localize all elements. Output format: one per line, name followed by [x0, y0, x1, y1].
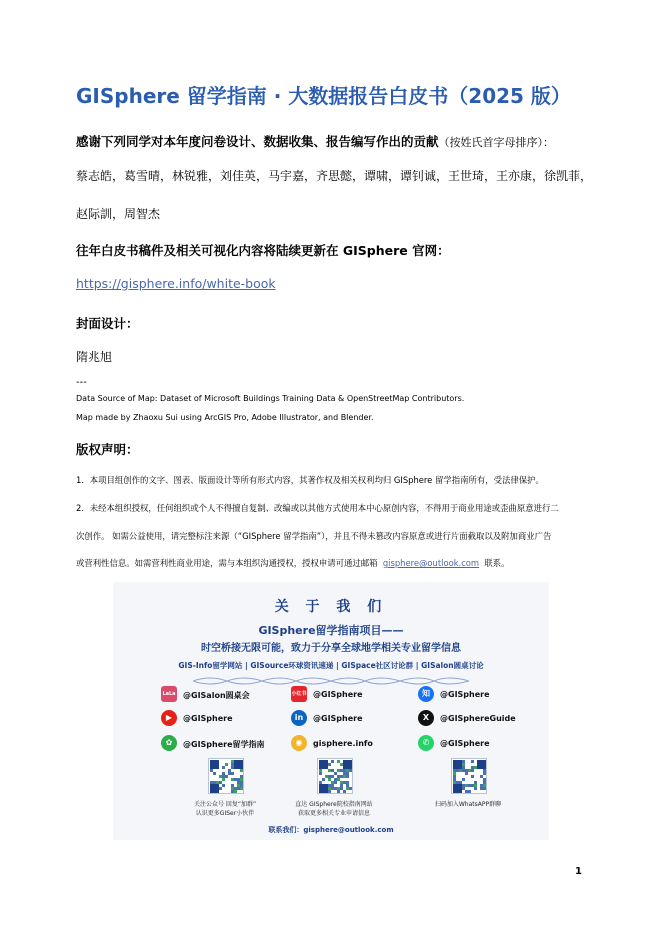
white-book-link[interactable]: https://gisphere.info/white-book [76, 276, 276, 291]
social-account-label[interactable]: gisphere.info [313, 739, 373, 748]
map-data-source: Data Source of Map: Dataset of Microsoft Buildings Training Data & OpenStreetMap Contributors. [76, 394, 465, 403]
social-account-label[interactable]: @GISalon圆桌会 [183, 691, 250, 700]
contributor-names-line-2: 赵际訓，周智杰 [76, 207, 161, 221]
project-channels: GIS-Info留学网站 | GISource环球资讯速递 | GISpace社区讨论群 | GISalon圆桌讨论 [178, 661, 484, 670]
contact-line: 联系我们：gisphere@outlook.com [268, 826, 394, 834]
qr-caption-wechat-line2: 认识更多GISer小伙伴 [195, 810, 255, 817]
qr-caption-wechat-line1: 关注公众号 回复“加群” [193, 801, 257, 808]
project-subtitle: GISphere留学指南项目—— [258, 624, 404, 637]
wechat-qr-code [208, 758, 244, 794]
copyright-heading: 版权声明： [76, 442, 139, 457]
separator-dashes: --- [76, 377, 87, 388]
qr-caption-website-line1: 直达 GISphere院校指南网站 [295, 801, 373, 808]
whatsapp-qr-code [451, 758, 487, 794]
social-account-label[interactable]: @GISphere [313, 714, 363, 723]
copyright-paragraph-1: 1．本项目组创作的文字、图表、版面设计等所有形式内容，其著作权及相关权利均归 GISphere 留学指南所有，受法律保护。 [76, 475, 544, 485]
contributor-names-line-1: 蔡志皓，葛雪晴，林锐雅，刘佳英，马宇嘉，齐思懿，谭啸，谭钊诚，王世琦，王亦康，徐凯菲， [76, 169, 593, 183]
copyright-paragraph-2-line-2: 次创作。 如需公益使用，请完整标注来源（“GISphere 留学指南”），并且不得未篡改内容原意或进行片面截取以及附加商业广告 [76, 531, 552, 541]
qr-caption-wechat [175, 799, 275, 817]
about-us-title: 关 于 我 们 [274, 599, 388, 615]
about-us-banner [113, 582, 549, 840]
red-note-icon: LaLa [161, 686, 177, 702]
social-account-label[interactable]: @GISphere [440, 739, 490, 748]
cover-designer-name: 隋兆旭 [76, 350, 113, 364]
cover-design-heading: 封面设计： [76, 316, 139, 331]
whatsapp-icon: ✆ [418, 735, 434, 751]
project-tagline: 时空桥接无限可能，致力于分享全球地学相关专业留学信息 [201, 643, 461, 654]
copyright-paragraph-2-line-3 [76, 557, 510, 569]
website-qr-code [317, 758, 353, 794]
wechat-icon: ✿ [161, 735, 177, 751]
gisphere-globe-icon: ◉ [291, 735, 307, 751]
copyright-paragraph-2-line-1: 2．未经本组织授权，任何组织或个人不得擅自复制、改编或以其他方式使用本中心原创内容，不得用于商业用途或歪曲原意进行二 [76, 503, 559, 513]
copyright-p2c-prefix: 或营利性信息。如需营利性商业用途，需与本组织沟通授权，授权申请可通过邮箱 [76, 558, 378, 568]
copyright-p2c-suffix: 联系。 [484, 558, 510, 568]
qr-caption-whatsapp [418, 799, 518, 808]
map-credit: Map made by Zhaoxu Sui using ArcGIS Pro, Adobe Illustrator, and Blender. [76, 413, 374, 422]
social-account-label[interactable]: @GISphere [183, 714, 233, 723]
acknowledgement-heading [76, 132, 554, 150]
social-account-label[interactable]: @GISphere [313, 690, 363, 699]
ack-heading-text: 感谢下列同学对本年度问卷设计、数据收集、报告编写作出的贡献 [76, 134, 439, 149]
page-number: 1 [575, 866, 582, 877]
qr-caption-website-line2: 获取更多相关专业申请信息 [297, 810, 370, 817]
x-icon: X [418, 710, 434, 726]
linkedin-icon: in [291, 710, 307, 726]
social-account-label[interactable]: @GISphere [440, 690, 490, 699]
social-account-label[interactable]: @GISphereGuide [440, 714, 516, 723]
ack-note: （按姓氏首字母排序）： [438, 136, 555, 149]
document-title: GISphere 留学指南 · 大数据报告白皮书（2025 版） [76, 84, 571, 108]
qr-caption-website [284, 799, 384, 817]
xiaohongshu-icon: 小红书 [291, 686, 307, 702]
zhihu-icon: 知 [418, 686, 434, 702]
qr-caption-whatsapp-line1: 扫码加入WhatsAPP群聊 [434, 801, 502, 808]
past-reports-heading: 往年白皮书稿件及相关可视化内容将陆续更新在 GISphere 官网： [76, 243, 450, 258]
youtube-icon: ▶ [161, 710, 177, 726]
contact-email-link[interactable]: gisphere@outlook.com [382, 558, 480, 568]
social-account-label[interactable]: @GISphere留学指南 [183, 740, 265, 749]
